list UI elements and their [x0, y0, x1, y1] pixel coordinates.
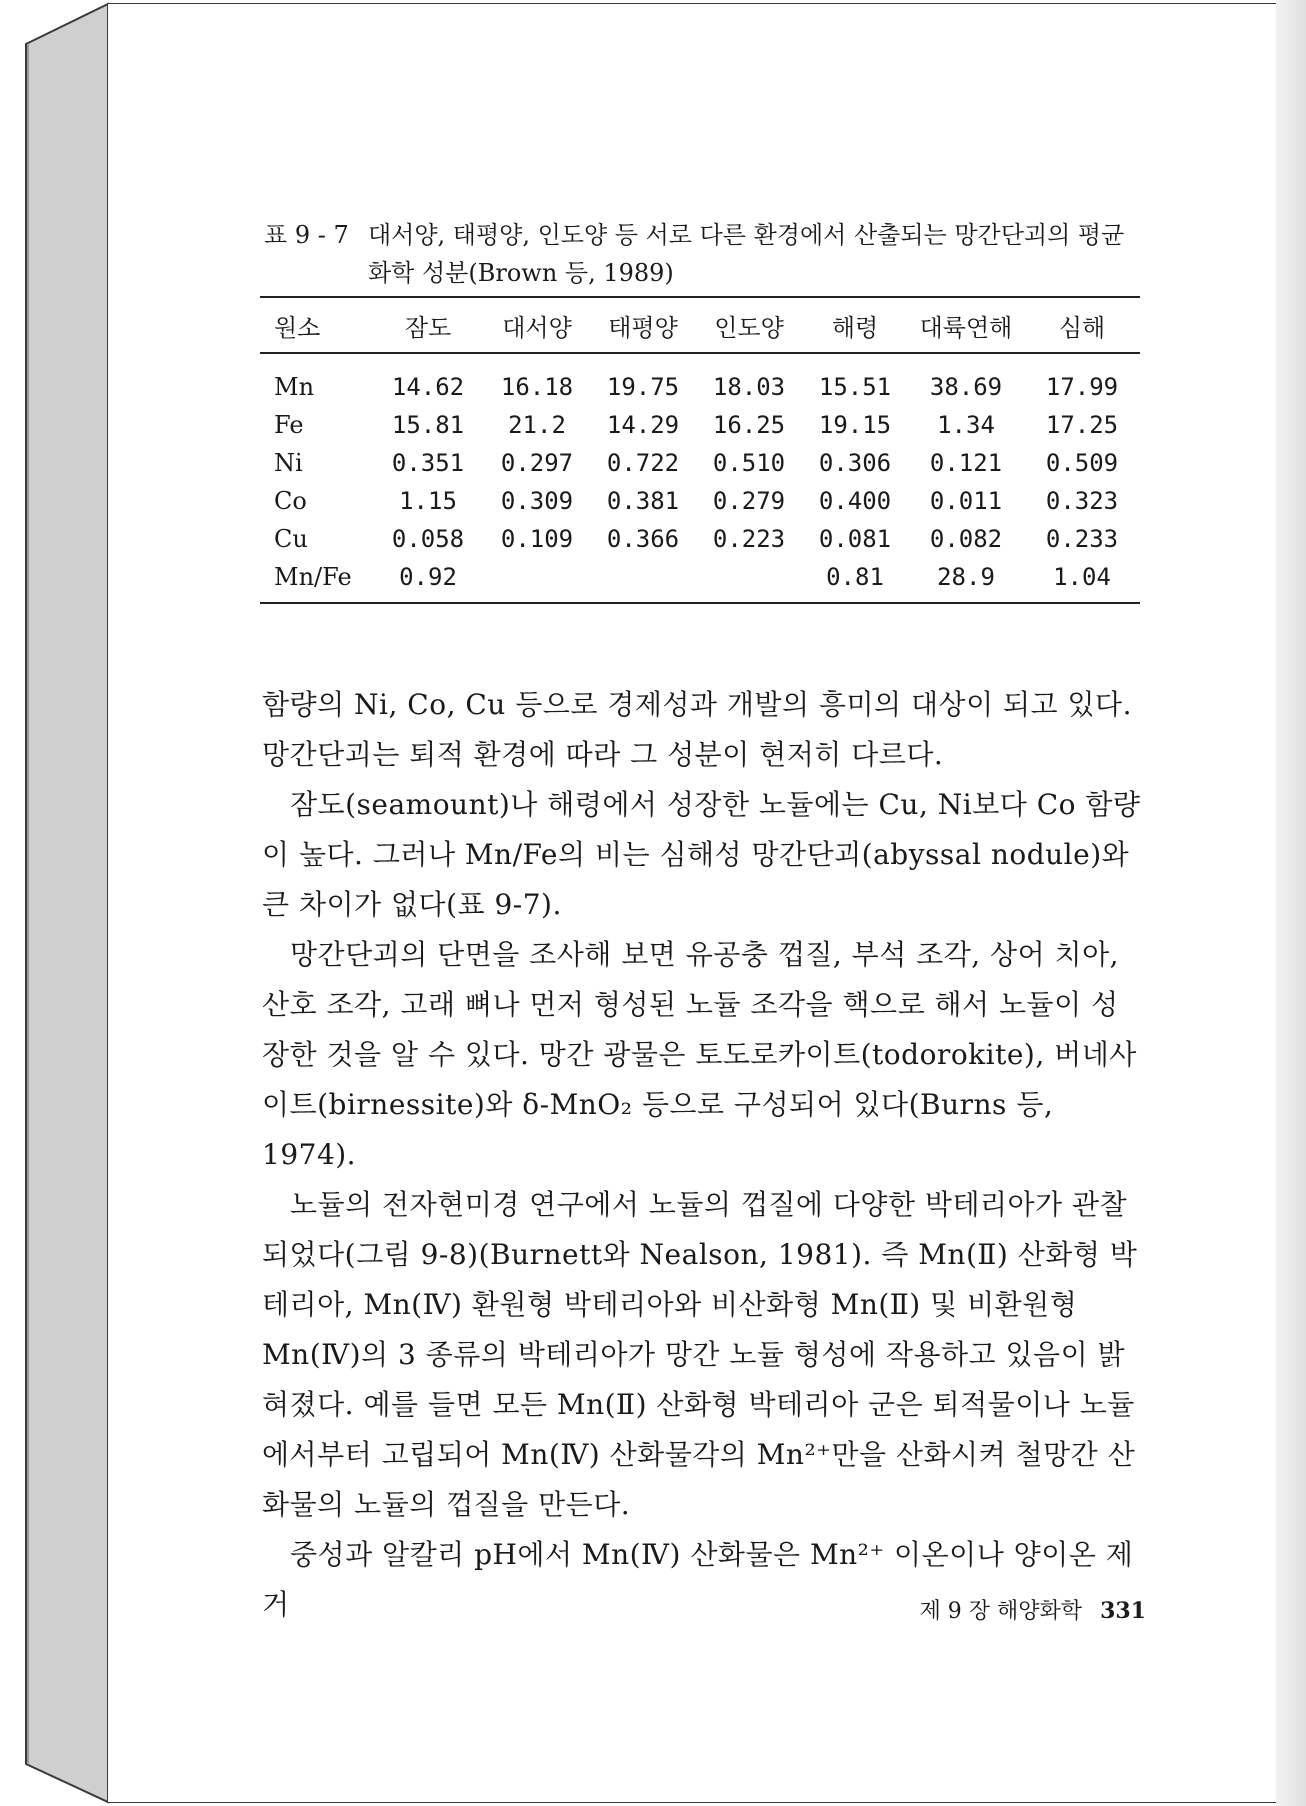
- table-header-cell: 잠도: [372, 297, 484, 353]
- table-cell: [696, 558, 802, 603]
- table-cell: 0.121: [929, 449, 1003, 477]
- caption-number: 표 9 - 7: [264, 221, 349, 249]
- table-cell: [590, 558, 696, 603]
- table-header-cell: 대륙연해: [908, 297, 1024, 353]
- table-cell: 1.04: [1024, 558, 1140, 603]
- table-header-cell: 태평양: [590, 297, 696, 353]
- table-cell: 19.75: [606, 373, 680, 401]
- table-cell: 0.722: [606, 449, 680, 477]
- table-cell: 18.03: [712, 373, 786, 401]
- paragraph: 중성과 알칼리 pH에서 Mn(Ⅳ) 산화물은 Mn²⁺ 이온이나 양이온 제거: [262, 1538, 1134, 1621]
- table-row: [260, 558, 1140, 603]
- table-cell: 16.25: [712, 411, 786, 439]
- paragraph: 망간단괴의 단면을 조사해 보면 유공충 껍질, 부석 조각, 상어 치아, 산호 조각, 고래 뼈나 먼저 형성된 노듈 조각을 핵으로 해서 노듈이 성장한 것을 알 수 있다. 망간 광물은 토도로카이트(todorokite), 버네사이트(birnessite)와 δ-MnO₂ 등으로 구성되어 있다(Burns 등, 1974).: [262, 938, 1137, 1171]
- composition-table: [260, 296, 1140, 604]
- table-cell: 0.366: [606, 525, 680, 553]
- table-cell: 0.323: [1045, 487, 1119, 515]
- table-row: [260, 520, 1140, 558]
- table-cell: 0.233: [1045, 525, 1119, 553]
- table-cell: [484, 558, 590, 603]
- table-cell: 0.081: [818, 525, 892, 553]
- table-cell: 28.9: [908, 558, 1024, 603]
- page-footer: [906, 1594, 1146, 1625]
- table-cell: 19.15: [818, 411, 892, 439]
- table-cell: 38.69: [929, 373, 1003, 401]
- table-cell: 0.309: [500, 487, 574, 515]
- table-cell: 17.25: [1045, 411, 1119, 439]
- table-cell: 1.15: [399, 487, 457, 515]
- table-cell: 0.011: [929, 487, 1003, 515]
- table-header-cell: 대서양: [484, 297, 590, 353]
- table-cell: 0.400: [818, 487, 892, 515]
- table-cell: 0.351: [391, 449, 465, 477]
- table-cell: 14.29: [606, 411, 680, 439]
- table-header-row: [260, 297, 1140, 353]
- table-cell: 0.510: [712, 449, 786, 477]
- paragraph: 함량의 Ni, Co, Cu 등으로 경제성과 개발의 흥미의 대상이 되고 있다. 망간단괴는 퇴적 환경에 따라 그 성분이 현저히 다르다.: [262, 688, 1133, 771]
- caption-line-1: [264, 216, 1144, 254]
- page-number: 331: [1100, 1598, 1146, 1624]
- table-cell: 0.223: [712, 525, 786, 553]
- table-header-cell: 인도양: [696, 297, 802, 353]
- table-row: [260, 444, 1140, 482]
- table-caption: [264, 216, 1144, 292]
- table-row: [260, 353, 1140, 406]
- table-cell: 0.279: [712, 487, 786, 515]
- table-cell: Mn/Fe: [260, 558, 372, 603]
- table-cell: 15.81: [391, 411, 465, 439]
- table-cell: Mn: [274, 373, 315, 401]
- table-row: [260, 406, 1140, 444]
- table-cell: 16.18: [500, 373, 574, 401]
- table-cell: 21.2: [508, 411, 566, 439]
- table-cell: 0.297: [500, 449, 574, 477]
- table-cell: Fe: [274, 411, 304, 439]
- table-cell: Co: [274, 487, 307, 515]
- caption-text-2: 화학 성분(Brown 등, 1989): [368, 259, 674, 287]
- body-text: [262, 680, 1142, 1630]
- page-shadow: [1276, 0, 1306, 1806]
- table-header-cell: 심해: [1024, 297, 1140, 353]
- table-cell: 15.51: [818, 373, 892, 401]
- table-cell: 0.306: [818, 449, 892, 477]
- table-header-cell: 해령: [802, 297, 908, 353]
- table-cell: 0.381: [606, 487, 680, 515]
- table-cell: 0.109: [500, 525, 574, 553]
- table-row: [260, 482, 1140, 520]
- table-cell: Ni: [274, 449, 303, 477]
- table-cell: 0.058: [391, 525, 465, 553]
- paragraph: 잠도(seamount)나 해령에서 성장한 노듈에는 Cu, Ni보다 Co 함량이 높다. 그러나 Mn/Fe의 비는 심해성 망간단괴(abyssal nodule)와 큰 차이가 없다(표 9-7).: [262, 788, 1141, 921]
- table-cell: 0.509: [1045, 449, 1119, 477]
- table-cell: 0.082: [929, 525, 1003, 553]
- table-cell: 0.92: [372, 558, 484, 603]
- caption-text-1: 대서양, 태평양, 인도양 등 서로 다른 환경에서 산출되는 망간단괴의 평균: [368, 221, 1125, 249]
- table-header-cell: 원소: [260, 297, 372, 353]
- table-cell: 14.62: [391, 373, 465, 401]
- paragraph: 노듈의 전자현미경 연구에서 노듈의 껍질에 다양한 박테리아가 관찰되었다(그림 9-8)(Burnett와 Nealson, 1981). 즉 Mn(Ⅱ) 산화형 박테리아, Mn(Ⅳ) 환원형 박테리아와 비산화형 Mn(Ⅱ) 및 비환원형 Mn(Ⅳ)의 3 종류의 박테리아가 망간 노듈 형성에 작용하고 있음이 밝혀졌다. 예를 들면 모든 Mn(Ⅱ) 산화형 박테리아 군은 퇴적물이나 노듈에서부터 고립되어 Mn(Ⅳ) 산화물각의 Mn²⁺만을 산화시켜 철망간 산화물의 노듈의 껍질을 만든다.: [262, 1188, 1138, 1521]
- chapter-label: 제 9 장 해양화학: [919, 1599, 1083, 1624]
- table-cell: 0.81: [802, 558, 908, 603]
- table-cell: 17.99: [1045, 373, 1119, 401]
- table-cell: 1.34: [937, 411, 995, 439]
- table-cell: Cu: [274, 525, 308, 553]
